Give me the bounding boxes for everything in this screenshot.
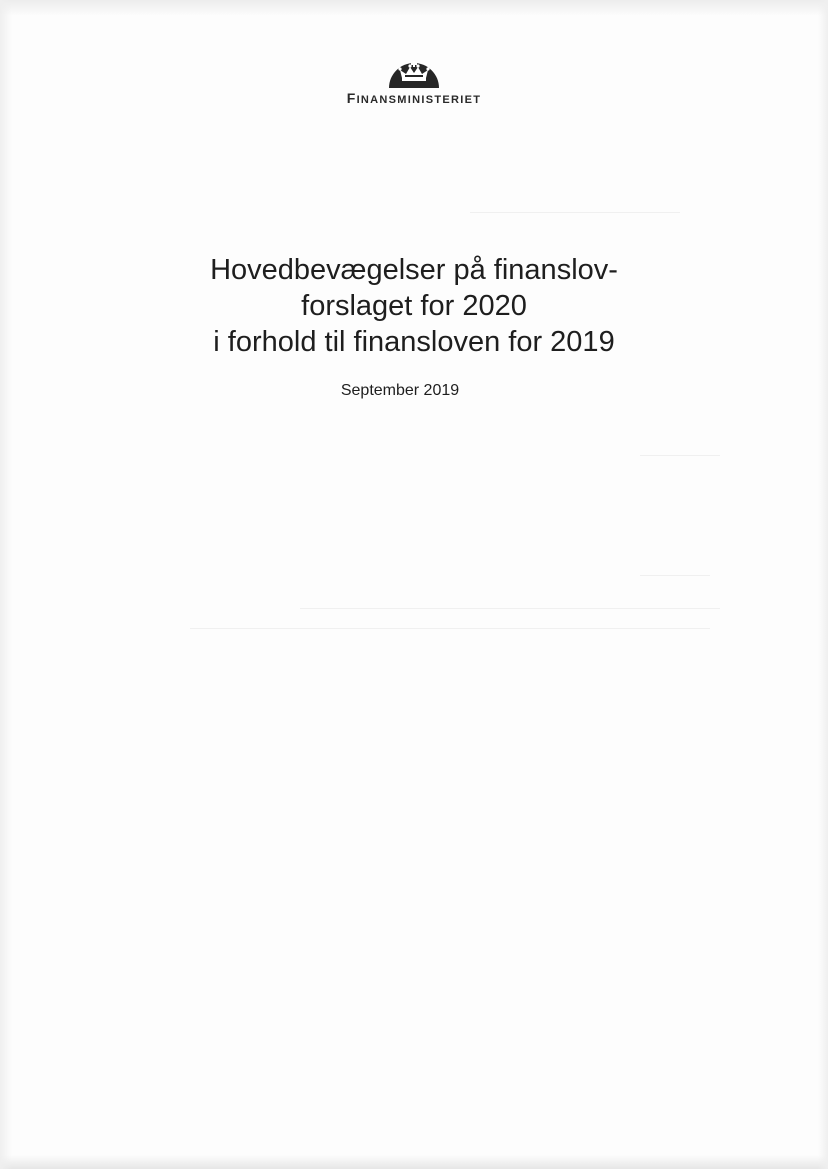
ministry-wordmark [324, 90, 504, 108]
bleed-through-mark [300, 608, 720, 609]
document-title [0, 252, 828, 360]
scan-shadow-right [818, 0, 828, 1169]
title-line-1: Hovedbevægelser på finanslov- [210, 254, 618, 286]
bleed-through-mark [640, 575, 710, 576]
bleed-through-mark [640, 455, 720, 456]
title-line-2: forslaget for 2020 [301, 290, 527, 322]
document-date: September 2019 [340, 382, 460, 399]
title-line-3: i forhold til finansloven for 2019 [213, 326, 615, 358]
scan-shadow-left [0, 0, 12, 1169]
scan-shadow-top [0, 0, 828, 16]
wordmark-rest: INANSMINISTERIET [356, 94, 482, 106]
ministry-logo [324, 58, 504, 108]
bleed-through-mark [470, 212, 680, 213]
wordmark-initial: F [346, 90, 357, 106]
bleed-through-mark [190, 628, 710, 629]
crown-emblem-icon [385, 58, 443, 88]
scan-shadow-bottom [0, 1155, 828, 1169]
